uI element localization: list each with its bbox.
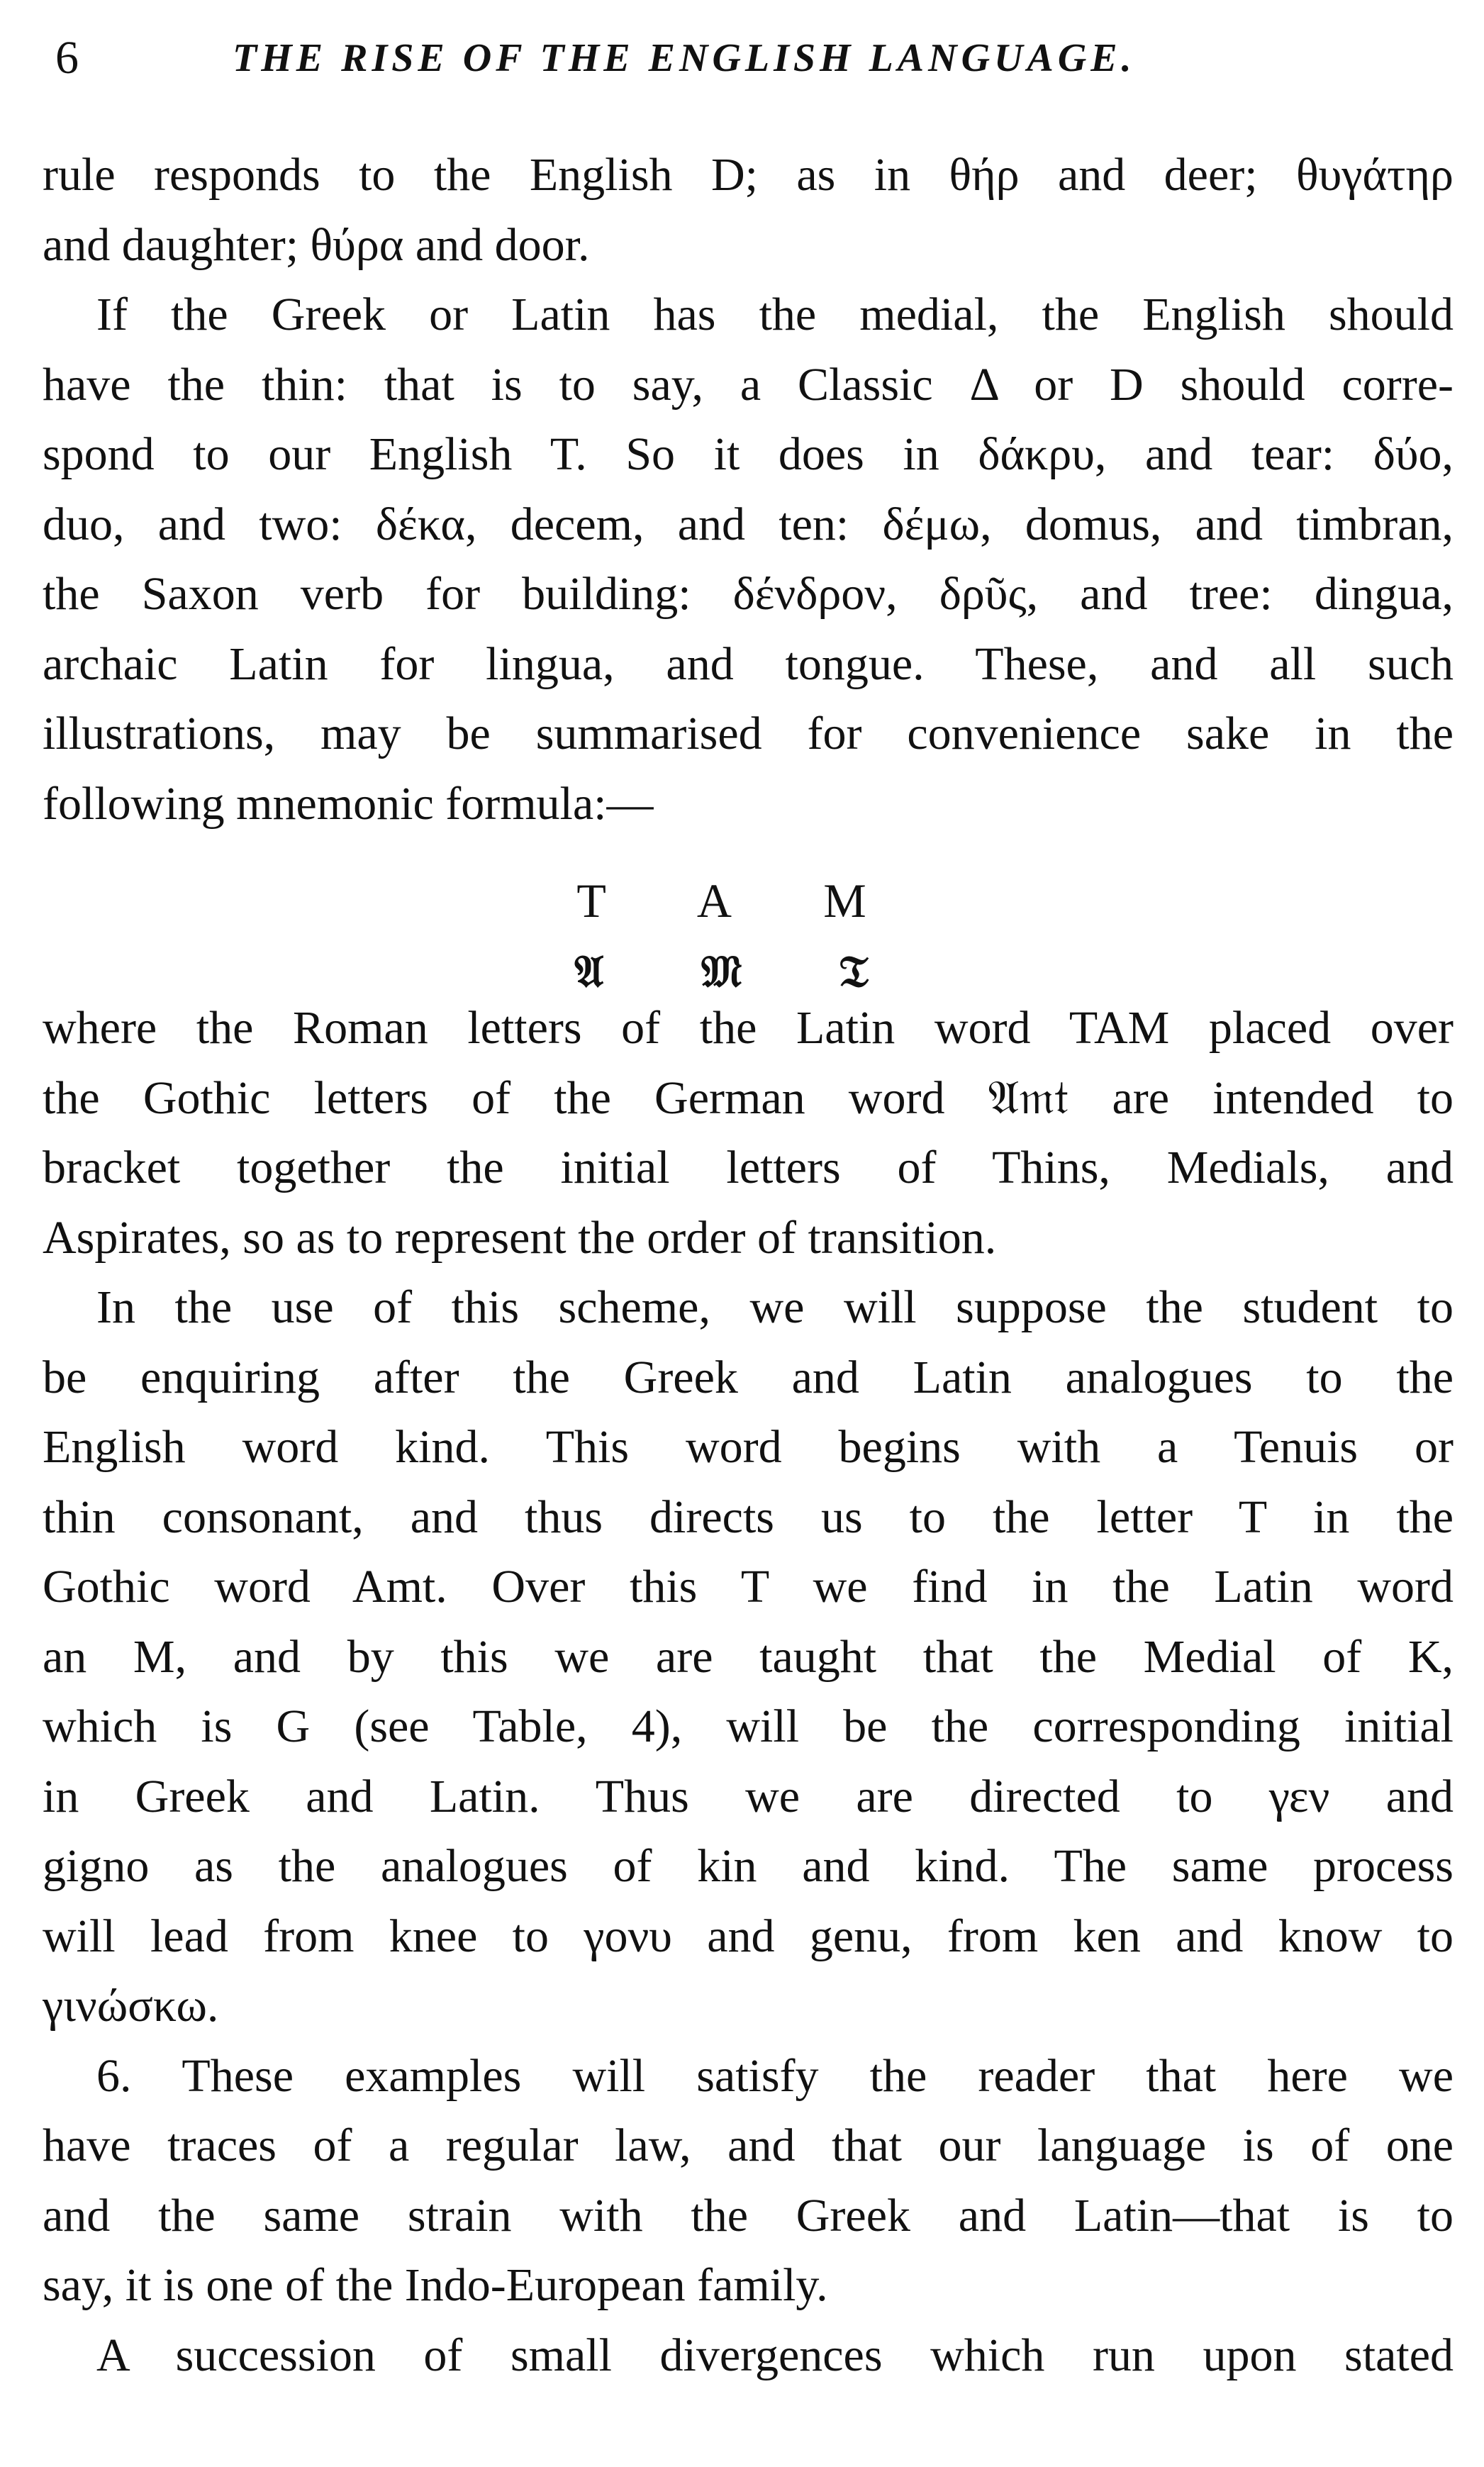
text-line: duo, and two: δέκα, decem, and ten: δέμω, domus, and timbran, [43,498,1454,550]
text-line: spond to our English T. So it does in δάκρυ, and tear: δύο, [43,428,1454,480]
text-line: rule responds to the English D; as in θήρ and deer; θυγάτηρ [43,149,1454,201]
formula-gothic-letters: 𝔄 𝔐 𝔗 [574,945,910,997]
text-line: will lead from knee to γονυ and genu, from ken and know to [43,1910,1454,1962]
text-line: 6. These examples will satisfy the reader that here we [96,2049,1454,2102]
page-header [55,30,1445,87]
text-line: the Saxon verb for building: δένδρον, δρῦς, and tree: dingua, [43,568,1454,620]
text-line: where the Roman letters of the Latin word TAM placed over [43,1002,1454,1054]
text-line: bracket together the initial letters of Thins, Medials, and [43,1142,1454,1193]
text-line: have traces of a regular law, and that our language is of one [43,2120,1454,2171]
text-line: be enquiring after the Greek and Latin analogues to the [43,1351,1454,1403]
text-line: In the use of this scheme, we will suppose the student to [96,1281,1454,1333]
text-line: γινώσκω. [43,1980,219,2032]
text-line: say, it is one of the Indo-European family. [43,2259,828,2311]
text-line: archaic Latin for lingua, and tongue. These, and all such [43,637,1454,690]
body-text [43,140,1454,2390]
text-line: the Gothic letters of the German word 𝔄𝔪𝔱 are intended to [43,1071,1454,1124]
text-line: which is G (see Table, 4), will be the corresponding initial [43,1700,1454,1752]
text-line: and daughter; θύρα and door. [43,218,590,271]
text-line: Aspirates, so as to represent the order of transition. [43,1211,997,1264]
text-line: thin consonant, and thus directs us to the letter T in the [43,1491,1454,1543]
page-number: 6 [55,32,79,84]
text-line: and the same strain with the Greek and Latin—that is to [43,2189,1454,2242]
text-line: an M, and by this we are taught that the Medial of K, [43,1630,1454,1683]
running-title: THE RISE OF THE ENGLISH LANGUAGE. [233,36,1136,80]
text-line: English word kind. This word begins with a Tenuis or [43,1421,1454,1473]
text-line: illustrations, may be summarised for convenience sake in the [43,708,1454,759]
text-line: If the Greek or Latin has the medial, the English should [96,289,1454,340]
text-line: have the thin: that is to say, a Classic Δ or D should corre- [43,358,1454,411]
formula-roman-letters: T A M [576,874,908,928]
text-line: A succession of small divergences which run upon stated [96,2329,1454,2381]
text-line: following mnemonic formula:— [43,777,654,830]
text-line: in Greek and Latin. Thus we are directed to γεν and [43,1770,1454,1822]
text-line: Gothic word Amt. Over this T we find in the Latin word [43,1561,1454,1613]
text-line: gigno as the analogues of kin and kind. The same process [43,1840,1454,1892]
